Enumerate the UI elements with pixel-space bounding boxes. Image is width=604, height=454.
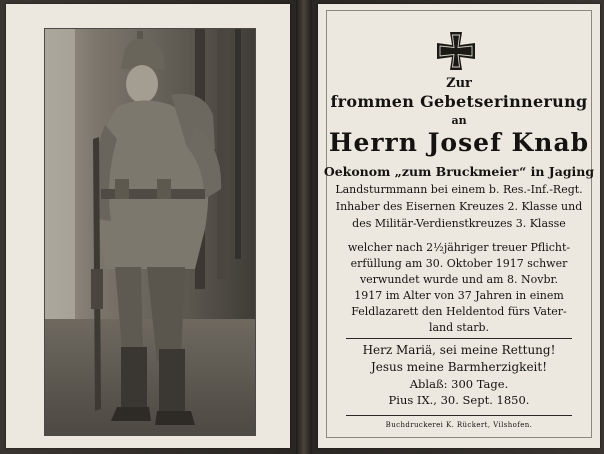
biography-line: Feldlazarett den Heldentod fürs Vater- [351,305,567,318]
text-panel [318,4,600,448]
biography-line: des Militär-Verdienstkreuzes 3. Klasse [352,217,566,230]
printer-credit: Buchdruckerei K. Rückert, Vilshofen. [385,421,533,429]
prayer-line: Jesus meine Barmherzigkeit! [370,360,548,374]
card-fold [296,0,312,454]
soldier-photo [44,28,256,436]
heading-an: an [451,114,467,127]
heading: frommen Gebetserinnerung [330,92,588,111]
photo-panel [6,4,290,448]
deceased-name: Herrn Josef Knab [328,128,590,157]
biography-line: welcher nach 2½jähriger treuer Pflicht- [347,241,571,254]
indulgence-source-line: Pius IX., 30. Sept. 1850. [388,393,530,407]
biography-line: 1917 im Alter von 37 Jahren in einem [354,289,564,302]
biography-line: Inhaber des Eisernen Kreuzes 2. Klasse und [335,200,583,213]
prayer-line: Herz Mariä, sei meine Rettung! [362,343,556,357]
memorial-text [318,4,600,448]
iron-cross-icon [435,30,477,72]
soldier-photo-image [45,29,255,435]
biography-line: verwundet wurde und am 8. Novbr. [359,273,559,286]
biography-line: erfüllung am 30. Oktober 1917 schwer [350,257,568,270]
divider [346,338,572,339]
biography-line: land starb. [428,321,490,334]
heading-small: Zur [446,76,472,91]
indulgence-line: Ablaß: 300 Tage. [409,377,509,391]
biography-line: Landsturmmann bei einem b. Res.-Inf.-Regt. [335,183,583,196]
occupation-line: Oekonom „zum Bruckmeier“ in Jaging [323,164,595,179]
divider [346,415,572,416]
